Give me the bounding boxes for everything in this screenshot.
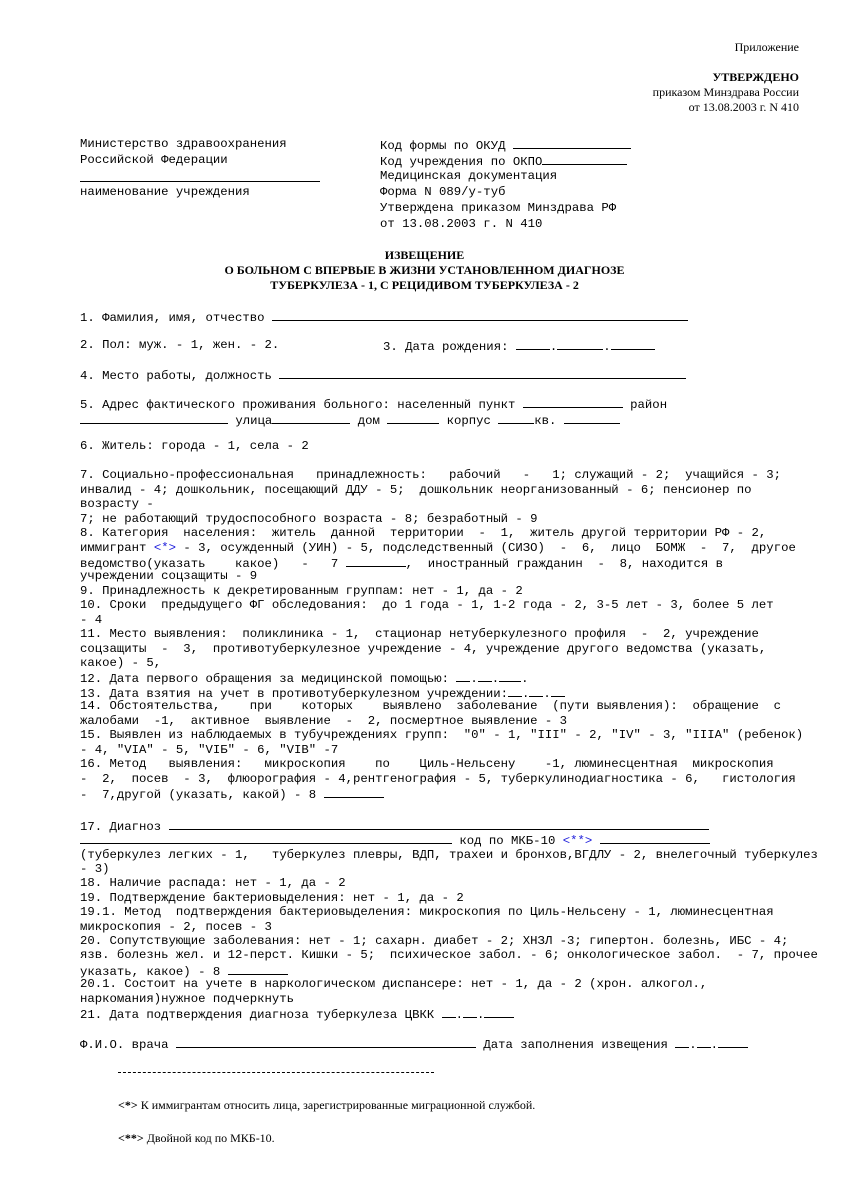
building-field[interactable] xyxy=(498,412,534,424)
item-13: 13. Дата взятия на учет в противотуберкулезном учреждении: . . xyxy=(80,685,565,701)
okpo-row xyxy=(380,153,627,169)
other-method-field[interactable] xyxy=(324,786,384,798)
address-label: 5. Адрес фактического проживания больного: населенный пункт xyxy=(80,398,516,412)
item-4 xyxy=(80,367,686,383)
approved-by-order: приказом Минздрава России xyxy=(652,85,799,99)
med-docs-label: Медицинская документация xyxy=(380,169,558,183)
birth-month-field[interactable] xyxy=(557,338,603,350)
item-11-line-2: соцзащиты - 3, противотуберкулезное учреждение - 4, учреждение другого ведомства (указать, xyxy=(80,642,767,656)
institution-name-label: наименование учреждения xyxy=(80,185,250,199)
first-visit-day[interactable] xyxy=(456,670,470,682)
fill-year[interactable] xyxy=(718,1036,748,1048)
diagnosis-label: 17. Диагноз xyxy=(80,820,162,834)
birth-day-field[interactable] xyxy=(516,338,550,350)
house-field[interactable] xyxy=(387,412,439,424)
item-19: 19. Подтверждение бактериовыделения: нет - 1, да - 2 xyxy=(80,891,464,905)
appendix-label: Приложение xyxy=(734,40,799,54)
item-18: 18. Наличие распада: нет - 1, да - 2 xyxy=(80,876,346,890)
item-16-line-1: 16. Метод выявления: микроскопия по Циль-Нельсену -1, люминесцентная микроскопия xyxy=(80,757,774,771)
foreigner-label: , иностранный гражданин - 8, находится в xyxy=(405,557,723,571)
first-visit-year[interactable] xyxy=(499,670,521,682)
confirmation-date-label: 21. Дата подтверждения диагноза туберкулеза ЦВКК xyxy=(80,1008,435,1022)
workplace-label: 4. Место работы, должность xyxy=(80,369,272,383)
ministry-line-2: Российской Федерации xyxy=(80,153,228,167)
item-20-1-line-1: 20.1. Состоит на учете в наркологическом диспансере: нет - 1, да - 2 (хрон. алкогол., xyxy=(80,977,708,991)
form-approved-by: Утверждена приказом Минздрава РФ xyxy=(380,201,617,215)
footnote-2 xyxy=(118,1131,275,1146)
ministry-line-1: Министерство здравоохранения xyxy=(80,137,287,151)
item-8-line-4: учреждении соцзащиты - 9 xyxy=(80,569,258,583)
first-visit-month[interactable] xyxy=(478,670,492,682)
house-label: дом xyxy=(357,414,380,428)
okpo-label: Код учреждения по ОКПО xyxy=(380,155,543,169)
icd-code-field[interactable] xyxy=(600,832,710,844)
item-15-line-2: - 4, "VIA" - 5, "VIБ" - 6, "VIВ" -7 xyxy=(80,743,339,757)
item-5-line-1 xyxy=(80,396,667,412)
apartment-field[interactable] xyxy=(564,412,620,424)
item-19-1-line-2: микроскопия - 2, посев - 3 xyxy=(80,920,272,934)
street-field[interactable] xyxy=(272,412,350,424)
resident-type: 6. Житель: города - 1, села - 2 xyxy=(80,439,309,453)
institution-name-line[interactable] xyxy=(80,181,320,182)
other-disease-label: указать, какое) - 8 xyxy=(80,965,221,979)
registration-date-label: 13. Дата взятия на учет в противотуберкулезном учреждении: xyxy=(80,687,509,701)
full-name-label: 1. Фамилия, имя, отчество xyxy=(80,311,265,325)
icd-code-label: код по МКБ-10 xyxy=(459,834,556,848)
street-label: улица xyxy=(235,414,273,428)
doctor-row: Ф.И.О. врача Дата заполнения извещения . . xyxy=(80,1036,748,1052)
okud-field[interactable] xyxy=(513,137,631,149)
item-17-line-2: - 3) xyxy=(80,862,110,876)
item-14-line-1: 14. Обстоятельства, при которых выявлено заболевание (пути выявления): обращение с xyxy=(80,699,782,713)
item-7-line-2: инвалид - 4; дошкольник, посещающий ДДУ - 5; дошкольник неорганизованный - 6; пенсионер по xyxy=(80,483,752,497)
building-label: корпус xyxy=(446,414,491,428)
doctor-label: Ф.И.О. врача xyxy=(80,1038,169,1052)
item-11-line-1: 11. Место выявления: поликлиника - 1, стационар нетуберкулезного профиля - 2, учреждение xyxy=(80,627,759,641)
district-field[interactable] xyxy=(80,412,228,424)
footnote-1-text: К иммигрантам относить лица, зарегистрированные миграционной службой. xyxy=(140,1098,536,1112)
item-12: 12. Дата первого обращения за медицинской помощью: . . . xyxy=(80,672,529,686)
item-1 xyxy=(80,309,688,325)
okud-row xyxy=(380,137,631,153)
item-7-line-3: возрасту - xyxy=(80,497,154,511)
other-agency-label: ведомство(указать какое) - 7 xyxy=(80,557,339,571)
approved-order-date: от 13.08.2003 г. N 410 xyxy=(688,100,799,114)
immigrant-label: иммигрант xyxy=(80,541,147,555)
item-14-line-2: жалобами -1, активное выявление - 2, посмертное выявление - 3 xyxy=(80,714,568,728)
apartment-label: кв. xyxy=(534,414,557,428)
footnote-divider xyxy=(118,1072,434,1073)
okud-label: Код формы по ОКУД xyxy=(380,139,506,153)
approved-label: УТВЕРЖДЕНО xyxy=(712,70,799,84)
registration-year[interactable] xyxy=(551,685,565,697)
footnote-2-text: Двойной код по МКБ-10. xyxy=(146,1131,275,1145)
item-17-line-1: (туберкулез легких - 1, туберкулез плевры, ВДП, трахеи и бронхов,ВГДЛУ - 2, внелегочный туберкулез xyxy=(80,848,818,862)
footnote-2-mark: <**> xyxy=(118,1131,144,1145)
registration-day[interactable] xyxy=(508,685,522,697)
item-7-line-4: 7; не работающий трудоспособного возраста - 8; безработный - 9 xyxy=(80,512,538,526)
item-20-line-1: 20. Сопутствующие заболевания: нет - 1; сахарн. диабет - 2; ХНЗЛ -3; гипертон. болезнь, ИБС - 4; xyxy=(80,934,789,948)
form-number: Форма N 089/у-туб xyxy=(380,185,506,199)
okpo-field[interactable] xyxy=(542,153,627,165)
item-21: 21. Дата подтверждения диагноза туберкулеза ЦВКК . . xyxy=(80,1006,514,1022)
item-15-line-1: 15. Выявлен из наблюдаемых в тубучреждениях групп: "0" - 1, "III" - 2, "IV" - 3, "IIIА" (ребенок) xyxy=(80,728,804,742)
item-17-code-line xyxy=(80,832,710,848)
registration-month[interactable] xyxy=(529,685,543,697)
full-name-field[interactable] xyxy=(272,309,688,321)
fill-month[interactable] xyxy=(697,1036,711,1048)
footnote-1-mark: <*> xyxy=(118,1098,138,1112)
item-5-line-2 xyxy=(80,412,620,428)
fill-day[interactable] xyxy=(675,1036,689,1048)
sex-label: 2. Пол: муж. - 1, жен. - 2. xyxy=(80,338,280,352)
document-subtitle-2: ТУБЕРКУЛЕЗА - 1, С РЕЦИДИВОМ ТУБЕРКУЛЕЗА - 2 xyxy=(270,278,579,292)
item-19-1-line-1: 19.1. Метод подтверждения бактериовыделения: микроскопия по Циль-Нельсену - 1, люминесцентная xyxy=(80,905,774,919)
fill-date-label: Дата заполнения извещения xyxy=(483,1038,668,1052)
other-disease-field[interactable] xyxy=(228,963,288,975)
birth-year-field[interactable] xyxy=(611,338,655,350)
other-agency-field[interactable] xyxy=(346,555,406,567)
diagnosis-field-2[interactable] xyxy=(80,832,452,844)
item-7-line-1: 7. Социально-профессиональная принадлежность: рабочий - 1; служащий - 2; учащийся - 3; xyxy=(80,468,782,482)
document-subtitle-1: О БОЛЬНОМ С ВПЕРВЫЕ В ЖИЗНИ УСТАНОВЛЕННОМ ДИАГНОЗЕ xyxy=(224,263,625,277)
form-approved-date: от 13.08.2003 г. N 410 xyxy=(380,217,543,231)
item-9: 9. Принадлежность к декретированным группам: нет - 1, да - 2 xyxy=(80,584,523,598)
icd-footnote-ref[interactable]: <**> xyxy=(562,834,593,848)
district-label: район xyxy=(630,398,668,412)
birth-date-label: 3. Дата рождения: xyxy=(383,340,509,354)
first-visit-label: 12. Дата первого обращения за медицинской помощью: xyxy=(80,672,449,686)
footnote-1 xyxy=(118,1098,535,1113)
settlement-field[interactable] xyxy=(523,396,623,408)
item-20-1-line-2: наркомания)нужное подчеркнуть xyxy=(80,992,295,1006)
doctor-name-field[interactable] xyxy=(176,1036,476,1048)
item-8-line-1: 8. Категория населения: житель данной территории - 1, житель другой территории РФ - 2, xyxy=(80,526,767,540)
confirmation-day[interactable] xyxy=(442,1006,456,1018)
item-8-categories: - 3, осужденный (УИН) - 5, подследственный (СИЗО) - 6, лицо БОМЖ - 7, другое xyxy=(183,541,796,555)
document-title: ИЗВЕЩЕНИЕ xyxy=(384,248,465,262)
other-method-label: - 7,другой (указать, какой) - 8 xyxy=(80,788,317,802)
workplace-field[interactable] xyxy=(279,367,686,379)
item-3: 3. Дата рождения: . . xyxy=(383,338,655,354)
immigrant-footnote-ref[interactable]: <*> xyxy=(153,541,176,555)
item-11-line-3: какое) - 5, xyxy=(80,656,162,670)
item-8-line-2 xyxy=(80,541,796,555)
confirmation-month[interactable] xyxy=(463,1006,477,1018)
item-20-line-2: язв. болезнь жел. и 12-перст. Кишки - 5; психическое забол. - 6; онкологическое забол. - 7, прочее xyxy=(80,948,818,962)
diagnosis-field[interactable] xyxy=(169,818,709,830)
item-16-line-3 xyxy=(80,786,384,802)
item-16-line-2: - 2, посев - 3, флюорография - 4,рентгенография - 5, туберкулинодиагностика - 6, гистология xyxy=(80,772,796,786)
item-10-line-1: 10. Сроки предыдущего ФГ обследования: до 1 года - 1, 1-2 года - 2, 3-5 лет - 3, более 5 лет xyxy=(80,598,774,612)
item-10-line-2: - 4 xyxy=(80,613,103,627)
confirmation-year[interactable] xyxy=(484,1006,514,1018)
